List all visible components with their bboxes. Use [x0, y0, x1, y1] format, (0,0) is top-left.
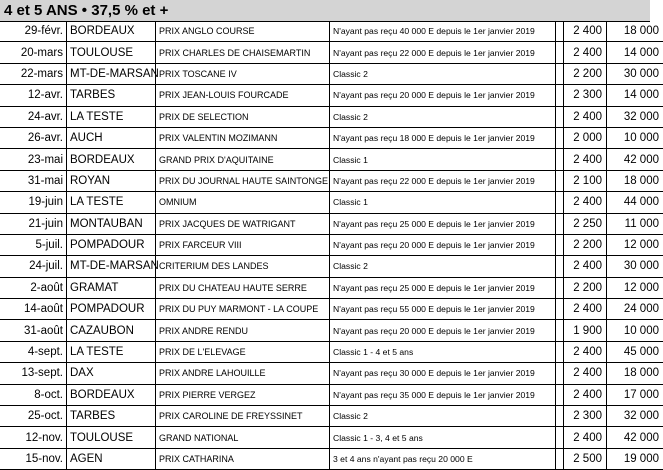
race-date: 8-oct. [0, 384, 67, 405]
race-prize: 17 000 [607, 384, 663, 405]
table-row [0, 213, 663, 234]
race-distance: 2 400 [564, 256, 607, 277]
race-condition: N'ayant pas reçu 20 000 E depuis le 1er janvier 2019 [330, 234, 556, 255]
race-distance: 2 100 [564, 170, 607, 191]
race-date: 26-avr. [0, 127, 67, 148]
race-condition: Classic 2 [330, 256, 556, 277]
race-distance: 2 400 [564, 42, 607, 63]
column-spacer [556, 85, 564, 106]
table-row [0, 363, 663, 384]
table-row [0, 406, 663, 427]
race-location: POMPADOUR [67, 234, 156, 255]
column-spacer [556, 448, 564, 469]
race-location: TARBES [67, 406, 156, 427]
race-date: 22-mars [0, 63, 67, 84]
column-spacer [556, 63, 564, 84]
race-distance: 2 400 [564, 384, 607, 405]
race-name: PRIX VALENTIN MOZIMANN [156, 127, 330, 148]
race-location: DAX [67, 363, 156, 384]
race-date: 21-juin [0, 213, 67, 234]
race-condition: Classic 2 [330, 406, 556, 427]
table-row [0, 277, 663, 298]
section-header [0, 0, 650, 22]
race-date: 25-oct. [0, 406, 67, 427]
race-location: ROYAN [67, 170, 156, 191]
race-condition: Classic 1 - 3, 4 et 5 ans [330, 427, 556, 448]
column-spacer [556, 42, 564, 63]
race-location: BORDEAUX [67, 149, 156, 170]
race-prize: 30 000 [607, 63, 663, 84]
race-date: 14-août [0, 299, 67, 320]
race-condition: Classic 1 [330, 149, 556, 170]
race-name: PRIX JACQUES DE WATRIGANT [156, 213, 330, 234]
race-date: 19-juin [0, 192, 67, 213]
race-location: BORDEAUX [67, 21, 156, 42]
race-condition: Classic 1 [330, 192, 556, 213]
table-row [0, 320, 663, 341]
race-distance: 2 400 [564, 106, 607, 127]
race-name: PRIX DE SELECTION [156, 106, 330, 127]
table-row [0, 42, 663, 63]
race-prize: 12 000 [607, 277, 663, 298]
race-prize: 32 000 [607, 406, 663, 427]
race-date: 12-nov. [0, 427, 67, 448]
race-location: POMPADOUR [67, 299, 156, 320]
race-date: 13-sept. [0, 363, 67, 384]
race-name: PRIX JEAN-LOUIS FOURCADE [156, 85, 330, 106]
race-name: GRAND PRIX D'AQUITAINE [156, 149, 330, 170]
race-prize: 10 000 [607, 320, 663, 341]
race-condition: 3 et 4 ans n'ayant pas reçu 20 000 E [330, 448, 556, 469]
race-name: CRITERIUM DES LANDES [156, 256, 330, 277]
race-date: 2-août [0, 277, 67, 298]
race-distance: 2 400 [564, 299, 607, 320]
race-name: PRIX ANDRE LAHOUILLE [156, 363, 330, 384]
race-prize: 14 000 [607, 42, 663, 63]
race-distance: 2 400 [564, 363, 607, 384]
race-location: TOULOUSE [67, 427, 156, 448]
race-prize: 24 000 [607, 299, 663, 320]
race-location: BORDEAUX [67, 384, 156, 405]
column-spacer [556, 21, 564, 42]
table-row [0, 341, 663, 362]
column-spacer [556, 299, 564, 320]
column-spacer [556, 127, 564, 148]
column-spacer [556, 363, 564, 384]
column-spacer [556, 149, 564, 170]
race-distance: 1 900 [564, 320, 607, 341]
race-prize: 32 000 [607, 106, 663, 127]
race-date: 20-mars [0, 42, 67, 63]
race-table-body [0, 21, 663, 470]
race-distance: 2 500 [564, 448, 607, 469]
table-row [0, 85, 663, 106]
race-prize: 44 000 [607, 192, 663, 213]
race-location: LA TESTE [67, 106, 156, 127]
race-condition: Classic 1 - 4 et 5 ans [330, 341, 556, 362]
table-row [0, 63, 663, 84]
race-prize: 10 000 [607, 127, 663, 148]
race-name: PRIX DU JOURNAL HAUTE SAINTONGE [156, 170, 330, 191]
table-row [0, 299, 663, 320]
table-row [0, 234, 663, 255]
race-date: 5-juil. [0, 234, 67, 255]
race-date: 31-août [0, 320, 67, 341]
race-prize: 18 000 [607, 170, 663, 191]
table-row [0, 427, 663, 448]
column-spacer [556, 234, 564, 255]
column-spacer [556, 341, 564, 362]
race-distance: 2 300 [564, 85, 607, 106]
table-row [0, 149, 663, 170]
race-date: 12-avr. [0, 85, 67, 106]
column-spacer [556, 384, 564, 405]
race-distance: 2 000 [564, 127, 607, 148]
race-condition: N'ayant pas reçu 22 000 E depuis le 1er janvier 2019 [330, 42, 556, 63]
race-table [0, 21, 663, 470]
race-distance: 2 400 [564, 192, 607, 213]
race-distance: 2 400 [564, 149, 607, 170]
table-row [0, 127, 663, 148]
race-condition: N'ayant pas reçu 25 000 E depuis le 1er janvier 2019 [330, 213, 556, 234]
race-name: PRIX CAROLINE DE FREYSSINET [156, 406, 330, 427]
race-name: PRIX CHARLES DE CHAISEMARTIN [156, 42, 330, 63]
table-row [0, 256, 663, 277]
race-distance: 2 400 [564, 341, 607, 362]
race-location: TARBES [67, 85, 156, 106]
race-condition: N'ayant pas reçu 30 000 E depuis le 1er janvier 2019 [330, 363, 556, 384]
race-date: 4-sept. [0, 341, 67, 362]
race-location: AGEN [67, 448, 156, 469]
race-prize: 14 000 [607, 85, 663, 106]
race-name: PRIX FARCEUR VIII [156, 234, 330, 255]
race-condition: N'ayant pas reçu 20 000 E depuis le 1er janvier 2019 [330, 85, 556, 106]
race-name: PRIX CATHARINA [156, 448, 330, 469]
race-location: MONTAUBAN [67, 213, 156, 234]
race-distance: 2 250 [564, 213, 607, 234]
race-location: LA TESTE [67, 341, 156, 362]
race-condition: N'ayant pas reçu 22 000 E depuis le 1er janvier 2019 [330, 170, 556, 191]
race-condition: N'ayant pas reçu 40 000 E depuis le 1er janvier 2019 [330, 21, 556, 42]
column-spacer [556, 320, 564, 341]
race-name: PRIX DU PUY MARMONT - LA COUPE [156, 299, 330, 320]
race-condition: N'ayant pas reçu 20 000 E depuis le 1er janvier 2019 [330, 320, 556, 341]
race-condition: Classic 2 [330, 63, 556, 84]
race-location: GRAMAT [67, 277, 156, 298]
race-prize: 45 000 [607, 341, 663, 362]
column-spacer [556, 406, 564, 427]
race-condition: Classic 2 [330, 106, 556, 127]
table-row [0, 106, 663, 127]
race-date: 24-juil. [0, 256, 67, 277]
race-location: MT-DE-MARSAN [67, 256, 156, 277]
race-prize: 30 000 [607, 256, 663, 277]
race-name: PRIX DE L'ELEVAGE [156, 341, 330, 362]
race-date: 31-mai [0, 170, 67, 191]
race-distance: 2 300 [564, 406, 607, 427]
column-spacer [556, 106, 564, 127]
race-location: CAZAUBON [67, 320, 156, 341]
race-condition: N'ayant pas reçu 18 000 E depuis le 1er janvier 2019 [330, 127, 556, 148]
column-spacer [556, 192, 564, 213]
race-name: PRIX PIERRE VERGEZ [156, 384, 330, 405]
race-name: PRIX TOSCANE IV [156, 63, 330, 84]
race-prize: 19 000 [607, 448, 663, 469]
race-name: PRIX DU CHATEAU HAUTE SERRE [156, 277, 330, 298]
race-location: MT-DE-MARSAN [67, 63, 156, 84]
race-prize: 42 000 [607, 149, 663, 170]
table-row [0, 21, 663, 42]
race-name: PRIX ANDRE RENDU [156, 320, 330, 341]
race-name: OMNIUM [156, 192, 330, 213]
race-prize: 11 000 [607, 213, 663, 234]
column-spacer [556, 277, 564, 298]
table-row [0, 170, 663, 191]
race-distance: 2 400 [564, 21, 607, 42]
race-condition: N'ayant pas reçu 55 000 E depuis le 1er janvier 2019 [330, 299, 556, 320]
section-title: 4 et 5 ANS • 37,5 % et + [4, 1, 168, 20]
race-name: GRAND NATIONAL [156, 427, 330, 448]
race-location: TOULOUSE [67, 42, 156, 63]
race-prize: 18 000 [607, 21, 663, 42]
column-spacer [556, 213, 564, 234]
race-date: 29-févr. [0, 21, 67, 42]
race-distance: 2 200 [564, 63, 607, 84]
race-prize: 12 000 [607, 234, 663, 255]
race-location: AUCH [67, 127, 156, 148]
race-condition: N'ayant pas reçu 25 000 E depuis le 1er janvier 2019 [330, 277, 556, 298]
race-distance: 2 200 [564, 277, 607, 298]
table-row [0, 192, 663, 213]
column-spacer [556, 427, 564, 448]
table-row [0, 384, 663, 405]
race-condition: N'ayant pas reçu 35 000 E depuis le 1er janvier 2019 [330, 384, 556, 405]
race-distance: 2 400 [564, 427, 607, 448]
race-distance: 2 200 [564, 234, 607, 255]
race-date: 23-mai [0, 149, 67, 170]
column-spacer [556, 170, 564, 191]
table-row [0, 448, 663, 469]
race-name: PRIX ANGLO COURSE [156, 21, 330, 42]
race-date: 15-nov. [0, 448, 67, 469]
race-prize: 42 000 [607, 427, 663, 448]
column-spacer [556, 256, 564, 277]
race-prize: 18 000 [607, 363, 663, 384]
race-location: LA TESTE [67, 192, 156, 213]
race-date: 24-avr. [0, 106, 67, 127]
